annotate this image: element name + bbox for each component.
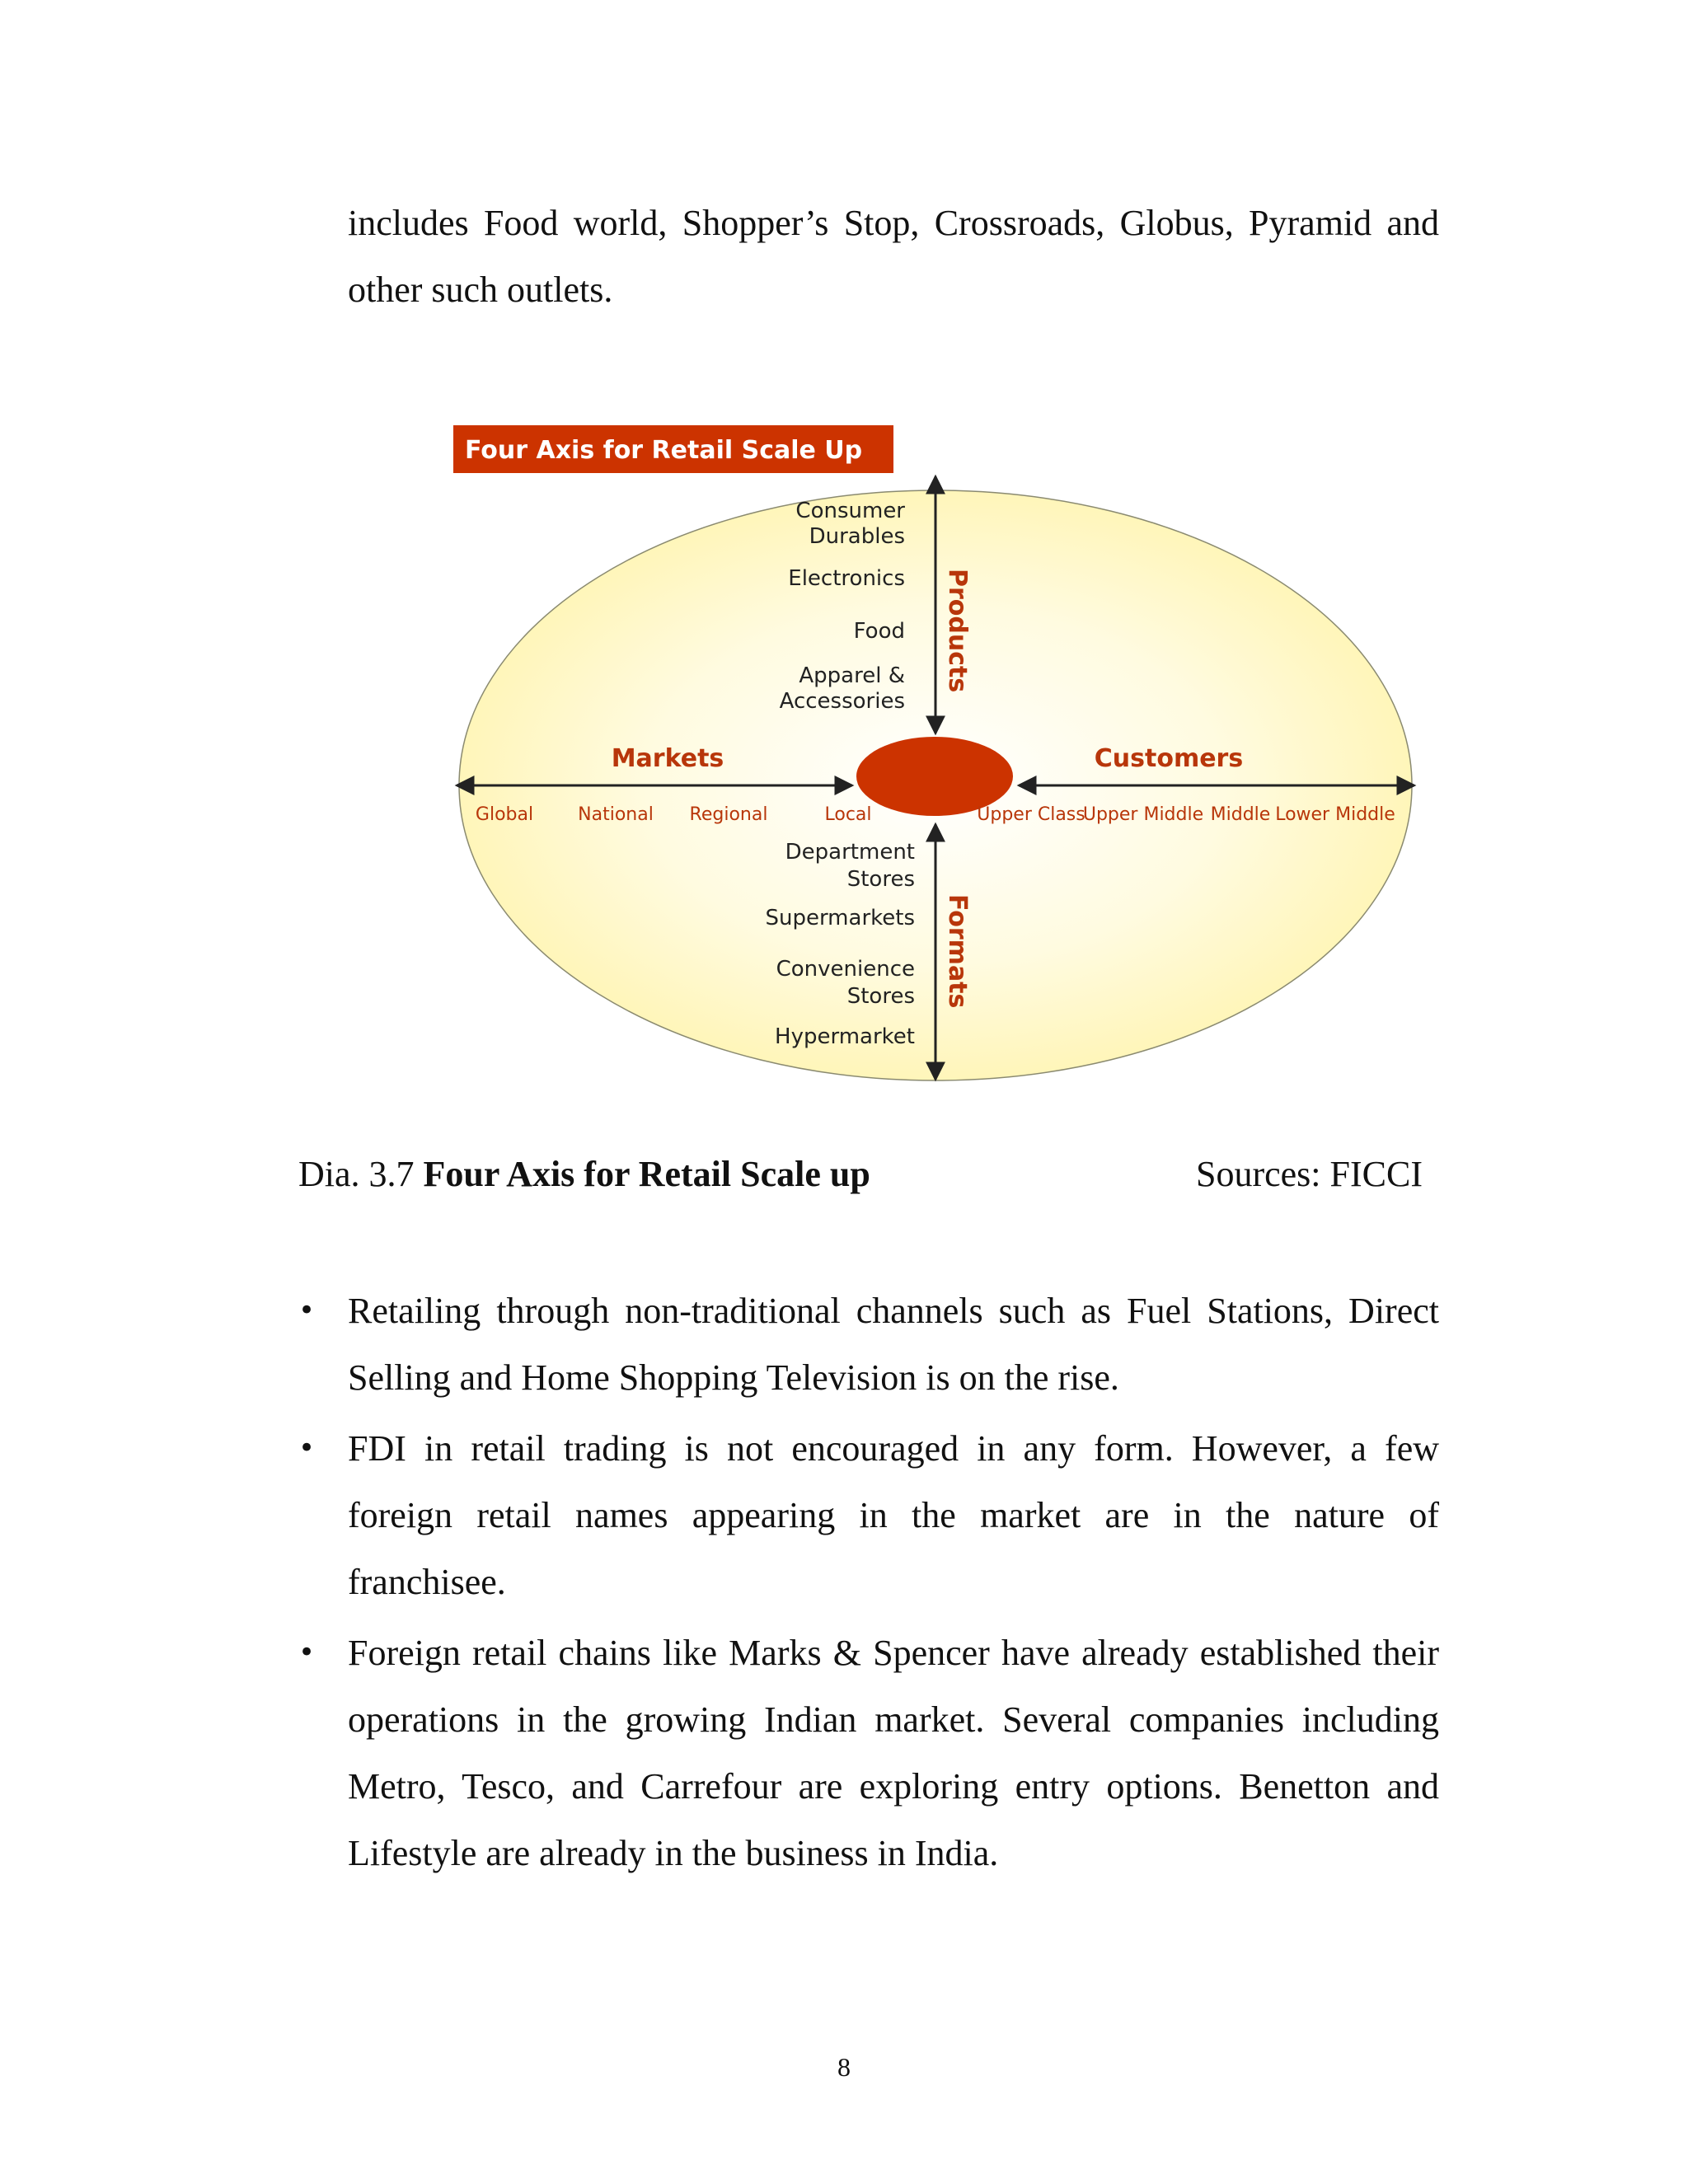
- diagram-title: Four Axis for Retail Scale Up: [465, 436, 863, 465]
- markets-item: National: [578, 804, 654, 825]
- page-number: 8: [837, 2052, 851, 2082]
- list-item: [298, 1415, 1439, 1615]
- formats-item: Department Stores: [785, 840, 915, 892]
- caption-title: Four Axis for Retail Scale up: [423, 1154, 870, 1194]
- bullet-text: Retailing through non-traditional channels such as Fuel Stations, Direct Selling and Home Shopping Television is on the rise.: [348, 1291, 1439, 1398]
- bullet-list: [298, 1277, 1439, 1891]
- caption-source: Sources: FICCI: [1196, 1154, 1423, 1194]
- bullet-icon: •: [298, 1432, 316, 1465]
- markets-item: Regional: [689, 804, 768, 825]
- customers-item: Lower Middle: [1275, 804, 1395, 825]
- products-item: Electronics: [788, 566, 905, 591]
- bullet-text: Foreign retail chains like Marks & Spencer have already established their operations in the growing Indian market. Several companies including Metro, Tesco, and Carrefour are exploring entry options. Benetton and Lifestyle are already in the business in India.: [348, 1633, 1439, 1873]
- list-item: [298, 1277, 1439, 1411]
- products-item: Apparel & Accessories: [779, 663, 905, 714]
- products-item: Consumer Durables: [795, 499, 905, 549]
- intro-paragraph: includes Food world, Shopper’s Stop, Crossroads, Globus, Pyramid and other such outlets.: [348, 203, 1439, 310]
- formats-item: Supermarkets: [765, 906, 915, 930]
- bullet-icon: •: [298, 1294, 316, 1327]
- formats-item: Convenience Stores: [776, 957, 915, 1009]
- markets-item: Local: [824, 804, 872, 825]
- customers-axis-label: Customers: [1094, 744, 1244, 773]
- markets-axis-label: Markets: [611, 744, 724, 773]
- products-item: Food: [853, 619, 905, 644]
- products-axis-label: Products: [943, 569, 972, 693]
- figure-caption: [298, 1150, 1439, 1199]
- caption-prefix: Dia. 3.7: [298, 1154, 424, 1194]
- diagram-svg: [445, 420, 1434, 1088]
- bullet-icon: •: [298, 1636, 316, 1669]
- formats-axis-label: Formats: [943, 894, 972, 1009]
- bullet-text: FDI in retail trading is not encouraged in any form. However, a few foreign retail names appearing in the market are in the nature of franchisee.: [348, 1428, 1439, 1602]
- formats-item: Hypermarket: [775, 1024, 915, 1049]
- four-axis-diagram: [445, 420, 1434, 1088]
- customers-items: [977, 804, 1395, 825]
- customers-item: Upper Middle: [1082, 804, 1204, 825]
- markets-item: Global: [475, 804, 534, 825]
- customers-item: Upper Class: [977, 804, 1085, 825]
- customers-item: Middle: [1210, 804, 1271, 825]
- list-item: [298, 1619, 1439, 1886]
